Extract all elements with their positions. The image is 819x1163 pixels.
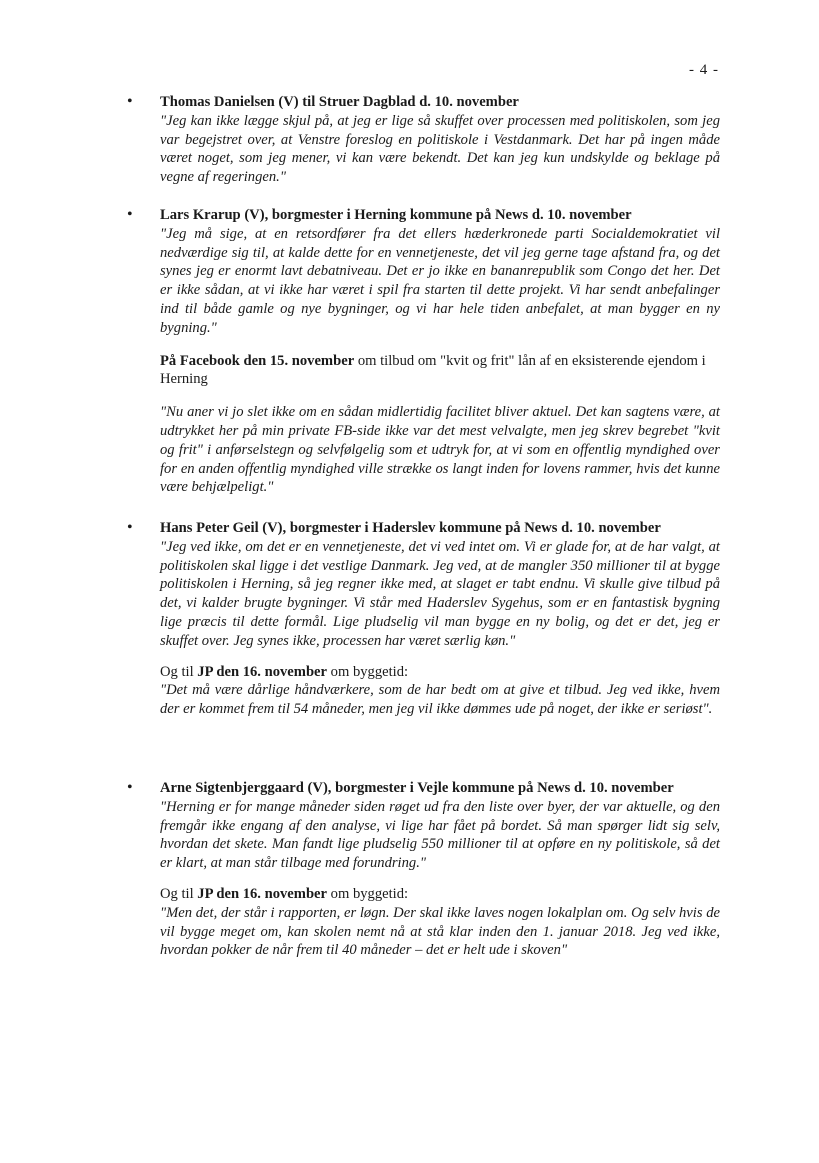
statement-quote: "Jeg kan ikke lægge skjul på, at jeg er lige så skuffet over processen med politiskolen, som jeg var begejstret over, at Venstre foreslog en politiskole i Vestdanmark. Det har på ingen måde været noget, som jeg mener, vi kan være bekendt. Det kan jeg kun undskylde og beklage på vegne af regeringen.": [160, 112, 720, 186]
followup-lead: Og til: [160, 663, 198, 680]
statement-entry: [127, 519, 720, 719]
statement-entry: [127, 93, 720, 187]
statement-quote: "Jeg ved ikke, om det er en vennetjeneste, det vi ved intet om. Vi er glade for, at de har valgt, at politiskolen skal ligge i det vestlige Danmark. Jeg ved, at de mangler 350 millioner til at bygge politiskolen i Herning, så jeg regner ikke med, at slaget er tabt endnu. Vi skulle give tilbud på det, vi kalder brugte bygninger. Vi står med Haderslev Sygehus, som er en fantastisk bygning lige præcis til dette formål. Lige pludselig vil man bygge en ny bolig, og det er det, jeg er skuffet over. Jeg synes ikke, processen har været særlig køn.": [160, 538, 720, 649]
followup-source: JP den 16. november: [197, 663, 328, 680]
followup-line: [160, 352, 720, 390]
bullet-icon: •: [127, 519, 133, 536]
followup-lead: Og til: [160, 885, 198, 902]
statement-entry: [127, 779, 720, 960]
statement-quote: "Herning er for mange måneder siden røget ud fra den liste over byer, der var aktuelle, og den fremgår ikke engang af den analyse, vi lige har fået på bordet. Så man spørger lidt sig selv, hvordan det skete. Man fandt lige pludselig 550 millioner til at opføre en ny politiskole, så det er klart, at man står tilbage med forundring.": [160, 798, 720, 872]
followup-line: [160, 885, 720, 904]
followup-source: På Facebook den 15. november: [160, 352, 355, 369]
bullet-icon: •: [127, 93, 133, 110]
followup-source: JP den 16. november: [197, 885, 328, 902]
statement-heading: Lars Krarup (V), borgmester i Herning kommune på News d. 10. november: [160, 207, 632, 223]
followup-line: [160, 663, 720, 682]
followup-quote: "Men det, der står i rapporten, er løgn. Der skal ikke laves nogen lokalplan om. Og selv hvis de vil bygge meget om, kan skolen nemt nå at stå klar inden den 1. januar 2018. Jeg ved ikke, hvordan pokker de når frem til 40 måneder – det er helt ude i skoven": [160, 904, 720, 959]
followup-quote: "Det må være dårlige håndværkere, som de har bedt om at give et tilbud. Jeg ved ikke, hvem der er kommet frem til 54 måneder, men jeg vil ikke dømmes ude på noget, der ikke er seriøst".: [160, 682, 720, 718]
bullet-icon: •: [127, 206, 133, 223]
page-number: - 4 -: [689, 62, 719, 78]
statement-quote: "Jeg må sige, at en retsordfører fra det ellers hæderkronede parti Socialdemokratiet vil nedværdige sig til, at kalde dette for en vennetjeneste, det vil jeg gerne tage afstand fra, og det synes jeg er enormt lavt debatniveau. Det er jo ikke en bananrepublik som Congo det her. Det er ikke sådan, at vi ikke har været i spil fra starten til dette projekt. Vi har sendt anbefalinger ind til både gamle og nye bygninger, og vi har hele tiden anbefalet, at man bygger en ny bygning.": [160, 225, 720, 336]
followup-text: om byggetid:: [327, 885, 409, 902]
followup-text: om tilbud om "kvit og frit" lån af en eksisterende ejendom i Herning: [160, 352, 706, 388]
followup-text: om byggetid:: [327, 663, 409, 680]
statement-heading: Thomas Danielsen (V) til Struer Dagblad d. 10. november: [160, 94, 519, 110]
bullet-icon: •: [127, 779, 133, 796]
statement-entry: [127, 206, 720, 497]
statement-heading: Hans Peter Geil (V), borgmester i Haderslev kommune på News d. 10. november: [160, 520, 661, 536]
statement-heading: Arne Sigtenbjerggaard (V), borgmester i Vejle kommune på News d. 10. november: [160, 780, 674, 796]
followup-quote: "Nu aner vi jo slet ikke om en sådan midlertidig facilitet bliver aktuel. Det kan sagtens være, at udtrykket her på min private FB-side ikke var det mest velvalgte, men jeg skrev begrebet "kvit og frit" i anførselstegn og selvfølgelig som et udtryk for, at vi som en offentlig myndighed over for en anden offentlig myndighed ville strække os langt inden for lovens rammer, hvis det kunne være behjælpeligt.": [160, 404, 720, 496]
